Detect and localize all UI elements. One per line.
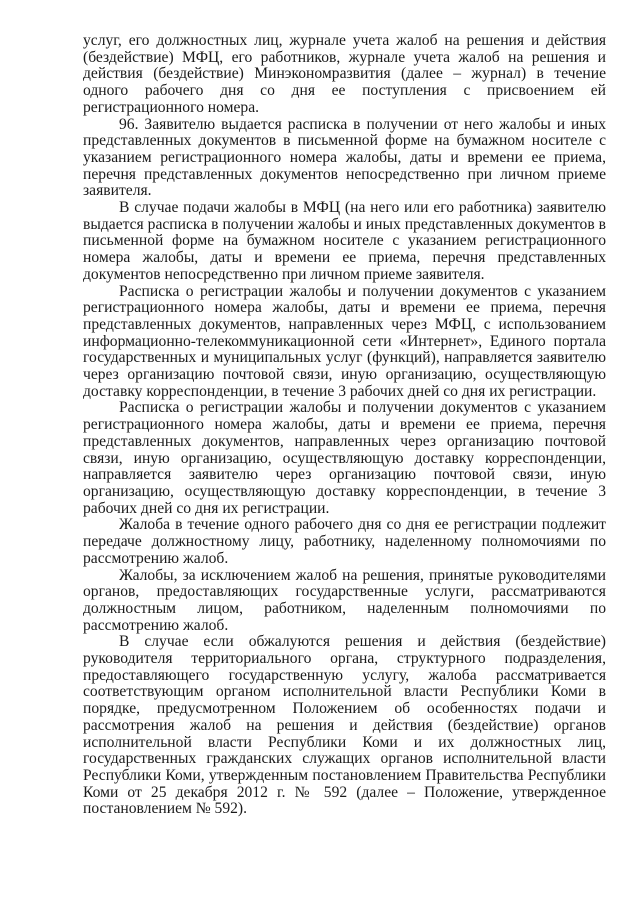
paragraph-postal-receipt: Расписка о регистрации жалобы и получении документов с указанием регистрационного номера жалобы, даты и времени ее приема, перечня представленных документов, направленных через организацию почтовой связи, иную организацию, осуществляющую доставку корреспонденции, направляется заявителю через организацию почтовой связи, иную организацию, осуществляющую доставку корреспонденции, в течение 3 рабочих дней со дня их регистрации.: [83, 399, 606, 517]
paragraph-continuation: услуг, его должностных лиц, журнале учета жалоб на решения и действия (бездействие) МФЦ, его работников, журнале учета жалоб на решения и действия (бездействие) Минэкономразвития (далее – журнал) в течение одного рабочего дня со дня ее поступления с присвоением ей регистрационного номера.: [83, 32, 606, 116]
paragraph-mfc-receipt: В случае подачи жалобы в МФЦ (на него или его работника) заявителю выдается расписка в получении жалобы и иных представленных документов в письменной форме на бумажном носителе с указанием регистрационного номера жалобы, даты и времени ее приема, перечня представленных документов непосредственно при личном приеме заявителя.: [83, 199, 606, 283]
paragraph-transfer: Жалоба в течение одного рабочего дня со дня ее регистрации подлежит передаче должностному лицу, работнику, наделенному полномочиями по рассмотрению жалоб.: [83, 516, 606, 567]
paragraph-review: Жалобы, за исключением жалоб на решения, принятые руководителями органов, предоставляющих государственные услуги, рассматриваются должностным лицом, работником, наделенным полномочиями по рассмотрению жалоб.: [83, 566, 606, 634]
document-page: [83, 33, 606, 818]
paragraph-territorial: В случае если обжалуются решения и действия (бездействие) руководителя территориального органа, структурного подразделения, предоставляющего государственную услугу, жалоба рассматривается соответствующим органом исполнительной власти Республики Коми в порядке, предусмотренном Положением об особенностях подачи и рассмотрения жалоб на решения и действия (бездействие) органов исполнительной власти Республики Коми и их должностных лиц, государственных гражданских служащих органов исполнительной власти Республики Коми, утвержденным постановлением Правительства Республики Коми от 25 декабря 2012 г. № 592 (далее – Положение, утвержденное постановлением № 592).: [83, 633, 606, 818]
paragraph-96-receipt: 96. Заявителю выдается расписка в получении от него жалобы и иных представленных документов в письменной форме на бумажном носителе с указанием регистрационного номера жалобы, даты и времени ее приема, перечня представленных документов непосредственно при личном приеме заявителя.: [83, 115, 606, 200]
paragraph-internet-receipt: Расписка о регистрации жалобы и получении документов с указанием регистрационного номера жалобы, даты и времени ее приема, перечня представленных документов, направленных через МФЦ, с использованием информационно-телекоммуникационной сети «Интернет», Единого портала государственных и муниципальных услуг (функций), направляется заявителю через организацию почтовой связи, иную организацию, осуществляющую доставку корреспонденции, в течение 3 рабочих дней со дня их регистрации.: [83, 282, 606, 400]
